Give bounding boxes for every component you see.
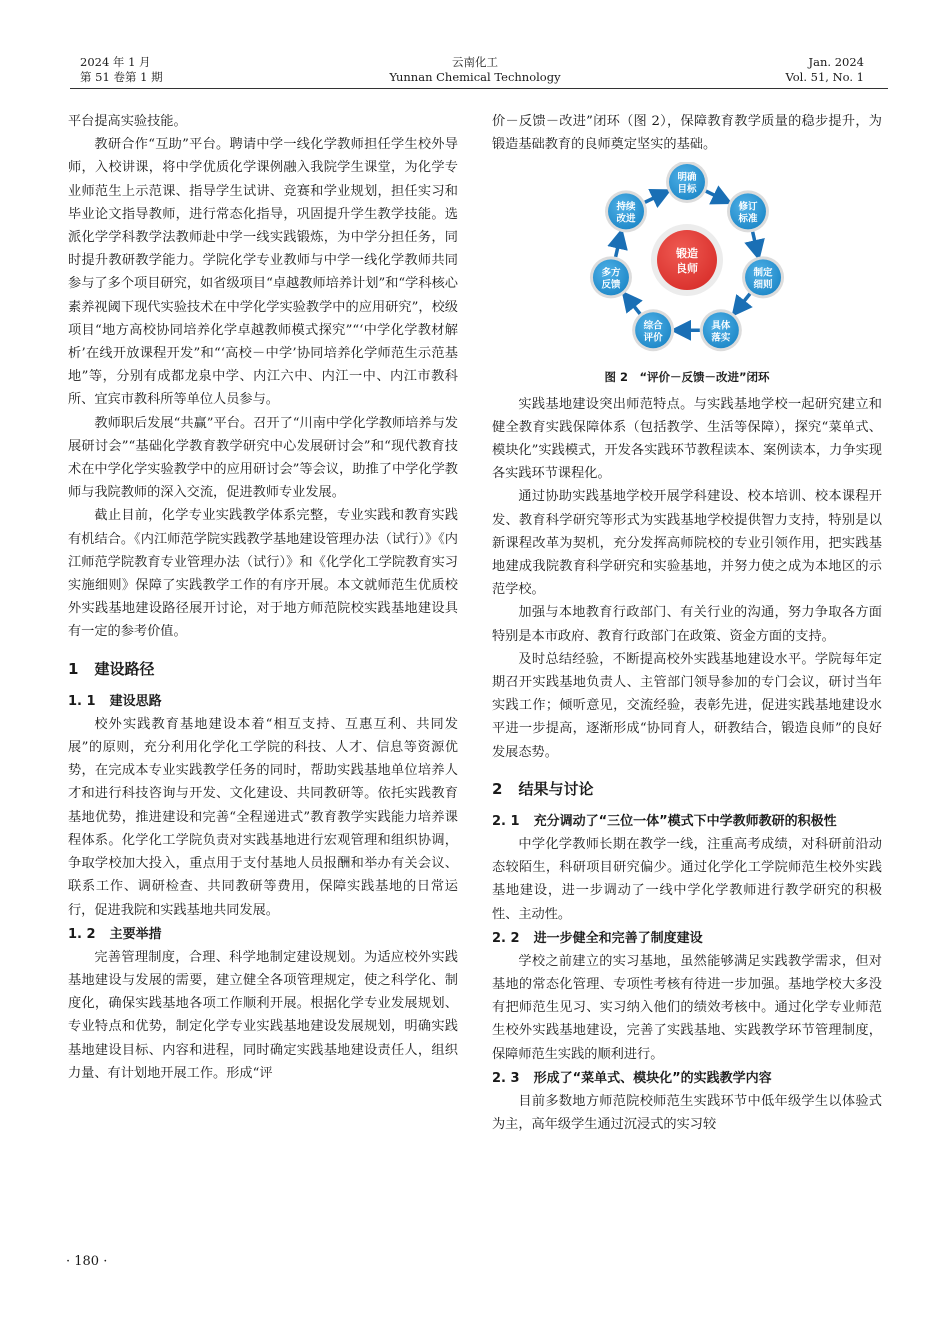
subsection-title: 充分调动了“三位一体”模式下中学教师教研的积极性 (533, 814, 837, 830)
paragraph: 教研合作“互助”平台。聘请中学一线化学教师担任学生校外导师，入校讲课，将中学优质化学课例融入我院学生课堂，为化学专业师范生上示范课、指导学生试讲、竞赛和学业规划，担任实习和毕业论文指导教师，进行常态化指导，巩固提升学生教学技能。选派化学学科教学法教师赴中学一线实践锻炼，为中学分担任务，同时提升教研教学能力。学院化学专业教师与中学一线化学教师共同参与了多个项目研究，如省级项目“卓越教师培养计划”和“学科核心素养视阈下现代实验技术在中学化学实验教学中的应用研究”，校级项目“地方高校协同培养化学卓越教师模式探究”“‘中学化学教材解析’在线开放课程开发”和“‘高校－中学’协同培养化学师范生示范基地”等，分别有成都龙泉中学、内江六中、内江一中、内江市教科所、宜宾市教科所等单位人员参与。 (68, 137, 458, 408)
section-title: 建设路径 (94, 659, 155, 678)
subsection-title: 主要举措 (109, 926, 162, 942)
left-column (68, 110, 458, 1085)
paragraph: 通过协助实践基地学校开展学科建设、校本培训、校本课程开发、教育科学研究等形式为实践基地学校提供智力支持，特别是以新课程改革为契机，充分发挥高师院校的专业引领作用，把实践基地建成我院教育科学研究和实验基地，并努力使之成为本地区的示范学校。 (492, 489, 882, 598)
node-label: 多方 (601, 267, 621, 279)
cycle-arrow (753, 232, 758, 254)
node-label: 综合 (643, 320, 663, 332)
header-volume-en: Vol. 51, No. 1 (785, 70, 864, 84)
subsection-number: 2. 3 (492, 1070, 520, 1086)
subsection-title: 形成了“菜单式、模块化”的实践教学内容 (533, 1070, 772, 1086)
center-label-1: 锻造 (676, 247, 698, 261)
subsection-number: 1. 2 (68, 926, 96, 942)
center-label-2: 良师 (676, 262, 698, 276)
center-circle (657, 230, 717, 290)
paragraph: 价－反馈－改进”闭环（图 2），保障教育教学质量的稳步提升，为锻造基础教育的良师奠定坚实的基础。 (492, 114, 882, 153)
node-label: 落实 (711, 332, 731, 344)
cycle-diagram (587, 162, 787, 358)
node-label: 制定 (753, 267, 773, 279)
header-volume-cn: 第 51 卷第 1 期 (80, 70, 163, 84)
paragraph: 加强与本地教育行政部门、有关行业的沟通，努力争取各方面特别是本市政府、教育行政部门在政策、资金方面的支持。 (492, 605, 882, 644)
cycle-arrow (626, 297, 640, 315)
subsection-heading (68, 691, 458, 713)
node-label: 改进 (616, 213, 636, 225)
node-label: 明确 (677, 172, 697, 184)
node-label: 修订 (738, 201, 758, 213)
subsection-number: 2. 2 (492, 930, 520, 946)
section-title: 结果与讨论 (518, 779, 594, 798)
cycle-arrow (645, 193, 665, 203)
paragraph: 中学化学教师长期在教学一线，注重高考成绩，对科研前沿动态较陌生，科研项目研究偏少。通过化学化工学院师范生校外实践基地建设，进一步调动了一线中学化学教师进行教学研究的积极性、主动性。 (492, 837, 882, 922)
subsection-heading (492, 1068, 882, 1090)
header-rule (70, 88, 888, 89)
paragraph: 及时总结经验，不断提高校外实践基地建设水平。学院每年定期召开实践基地负责人、主管部门领导参加的专门会议，研讨当年实践工作；倾听意见，交流经验，表彰先进，促进实践基地建设水平进一步提高，逐渐形成“协同育人，研教结合，锻造良师”的良好发展态势。 (492, 651, 882, 760)
subsection-heading (492, 811, 882, 833)
subsection-title: 建设思路 (109, 693, 162, 709)
subsection-title: 进一步健全和完善了制度建设 (533, 930, 703, 946)
section-heading (492, 778, 882, 801)
header-date-cn: 2024 年 1 月 (80, 55, 151, 69)
right-column (492, 110, 882, 1136)
paragraph: 目前多数地方师范院校师范生实践环节中低年级学生以体验式为主，高年级学生通过沉浸式的实习较 (492, 1093, 882, 1133)
node-label: 标准 (738, 213, 758, 225)
cycle-arrow (616, 235, 621, 257)
header-journal-en: Yunnan Chemical Technology (389, 70, 561, 84)
paragraph: 教师职后发展“共赢”平台。召开了“川南中学化学教师培养与发展研讨会”“基础化学教育教学研究中心发展研讨会”和“现代教育技术在中学化学实验教学中的应用研讨会”等会议，助推了中学化学教师与我院教师的深入交流，促进教师专业发展。 (68, 415, 458, 501)
figure-2 (492, 162, 882, 366)
figure-caption: 图 2 “评价－反馈－改进”闭环 (604, 369, 770, 384)
header-journal-cn: 云南化工 (452, 55, 498, 69)
node-label: 细则 (753, 279, 773, 291)
paragraph: 学校之前建立的实习基地，虽然能够满足实践教学需求，但对基地的常态化管理、专项性考核有待进一步加强。基地学校大多没有把师范生见习、实习纳入他们的绩效考核中。通过化学专业师范生校外实践基地建设，完善了实践基地、实践教学环节管理制度，保障师范生实践的顺利进行。 (492, 953, 882, 1062)
node-label: 持续 (616, 201, 636, 213)
cycle-arrow (736, 294, 750, 312)
node-label: 目标 (677, 184, 697, 196)
subsection-number: 2. 1 (492, 814, 520, 830)
subsection-heading (492, 928, 882, 950)
paragraph: 校外实践教育基地建设本着“相互支持、互惠互利、共同发展”的原则，充分利用化学化工学院的科技、人才、信息等资源优势，在完成本专业实践教学任务的同时，帮助实践基地单位培养人才和进行科技咨询与开发、文化建设、共同教研等。依托实践教育基地优势，推进建设和完善“全程递进式”教育教学实践能力培养课程体系。化学化工学院负责对实践基地进行宏观管理和组织协调，争取学校加大投入，重点用于支付基地人员报酬和举办有关会议、联系工作、调研检查、共同教研等费用，保障实践基地的日常运行，促进我院和实践基地共同发展。 (68, 716, 458, 918)
section-heading (68, 658, 458, 681)
header-right (785, 55, 864, 85)
page-number: · 180 · (66, 1254, 108, 1269)
paragraph: 截止目前，化学专业实践教学体系完整，专业实践和教育实践有机结合。《内江师范学院实践教学基地建设管理办法（试行）》《内江师范学院教育专业管理办法（试行）》和《化学化工学院教育实习实施细则》保障了实践教学工作的有序开展。本文就师范生优质校外实践基地建设路径展开讨论，对于地方师范院校实践基地建设具有一定的参考价值。 (68, 508, 458, 640)
node-label: 具体 (711, 320, 731, 332)
paragraph: 实践基地建设突出师范特点。与实践基地学校一起研究建立和健全教育实践保障体系（包括教学、生活等保障），探究“菜单式、模块化”实践模式，开发各实践环节教程读本、案例读本，力争实现各实践环节课程化。 (492, 396, 882, 482)
cycle-arrow (706, 192, 726, 202)
section-number: 1 (68, 659, 79, 678)
section-number: 2 (492, 779, 503, 798)
paragraph: 完善管理制度，合理、科学地制定建设规划。为适应校外实践基地建设与发展的需要，建立健全各项管理规定，使之科学化、制度化，确保实践基地各项工作顺利开展。根据化学专业发展规划、专业特点和优势，制定化学专业实践基地建设发展规划，明确实践基地建设目标、内容和进程，同时确定实践基地建设责任人，组织力量、有计划地开展工作。形成“评 (68, 949, 458, 1081)
node-label: 评价 (643, 332, 663, 344)
subsection-heading (68, 924, 458, 946)
subsection-number: 1. 1 (68, 693, 96, 709)
header-date-en: Jan. 2024 (808, 55, 864, 69)
paragraph: 平台提高实验技能。 (68, 114, 187, 129)
node-label: 反馈 (601, 279, 621, 291)
